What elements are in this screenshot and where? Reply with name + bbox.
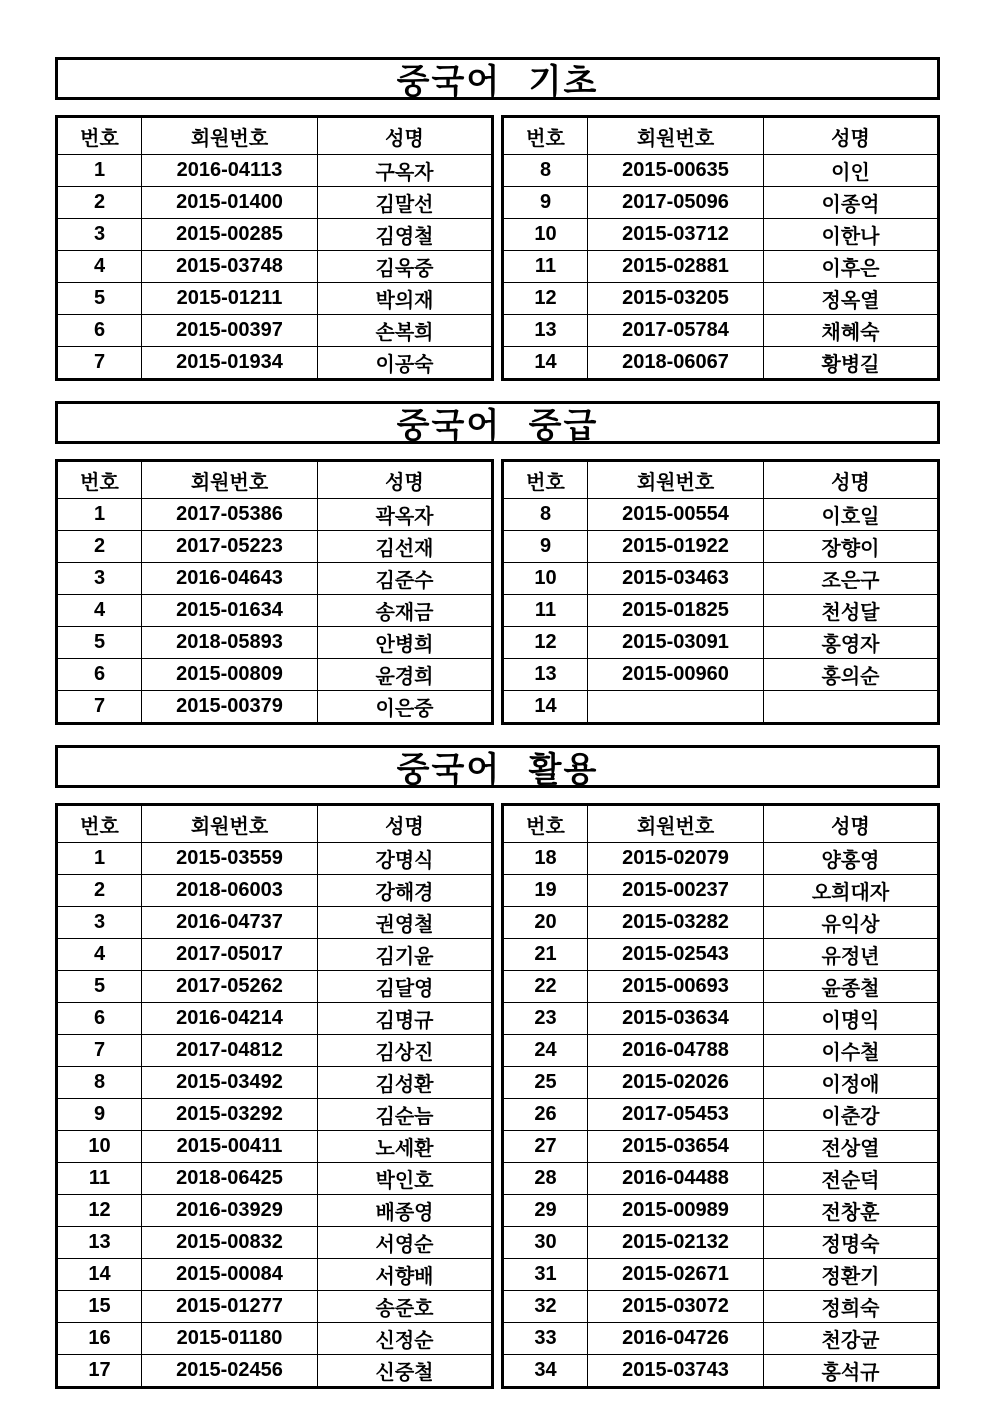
table-row	[57, 531, 493, 563]
member-name-cell: 정희숙	[764, 1291, 939, 1323]
member-name-cell: 이명익	[764, 1003, 939, 1035]
table-row	[57, 843, 493, 875]
member-id-cell: 2018-06067	[588, 347, 764, 380]
col-header-no: 번호	[57, 805, 142, 843]
table-row	[503, 659, 939, 691]
col-header-member-id: 회원번호	[588, 461, 764, 499]
member-name-cell: 장향이	[764, 531, 939, 563]
row-number-cell: 30	[503, 1227, 588, 1259]
row-number-cell: 34	[503, 1355, 588, 1388]
row-number-cell: 14	[503, 691, 588, 724]
table-row	[503, 939, 939, 971]
member-id-cell: 2016-03929	[142, 1195, 318, 1227]
member-id-cell: 2016-04737	[142, 907, 318, 939]
member-name-cell: 서영순	[318, 1227, 493, 1259]
row-number-cell: 15	[57, 1291, 142, 1323]
table-row	[57, 1131, 493, 1163]
member-id-cell: 2015-03743	[588, 1355, 764, 1388]
member-id-cell: 2015-00554	[588, 499, 764, 531]
member-id-cell: 2015-01180	[142, 1323, 318, 1355]
header-row	[57, 461, 493, 499]
col-header-member-id: 회원번호	[142, 117, 318, 155]
member-name-cell: 김준수	[318, 563, 493, 595]
row-number-cell: 12	[503, 283, 588, 315]
member-id-cell: 2016-04113	[142, 155, 318, 187]
col-header-no: 번호	[503, 117, 588, 155]
member-id-cell: 2015-03072	[588, 1291, 764, 1323]
table-row	[503, 907, 939, 939]
table-row	[57, 1355, 493, 1388]
member-name-cell: 이은중	[318, 691, 493, 724]
row-number-cell: 9	[503, 187, 588, 219]
col-header-no: 번호	[57, 461, 142, 499]
member-id-cell: 2015-00960	[588, 659, 764, 691]
member-name-cell: 곽옥자	[318, 499, 493, 531]
table-row	[57, 1323, 493, 1355]
table-row	[57, 595, 493, 627]
member-id-cell: 2015-01825	[588, 595, 764, 627]
member-name-cell: 신중철	[318, 1355, 493, 1388]
member-id-cell: 2017-04812	[142, 1035, 318, 1067]
member-id-cell: 2016-04788	[588, 1035, 764, 1067]
row-number-cell: 16	[57, 1323, 142, 1355]
row-number-cell: 25	[503, 1067, 588, 1099]
table-row	[57, 155, 493, 187]
roster-tables-row	[55, 459, 940, 725]
row-number-cell: 3	[57, 219, 142, 251]
member-name-cell: 조은구	[764, 563, 939, 595]
member-id-cell: 2017-05096	[588, 187, 764, 219]
member-name-cell: 이호일	[764, 499, 939, 531]
document-page	[55, 57, 940, 1409]
roster-table-right	[501, 459, 940, 725]
row-number-cell: 3	[57, 563, 142, 595]
member-id-cell: 2015-00237	[588, 875, 764, 907]
row-number-cell: 20	[503, 907, 588, 939]
row-number-cell: 24	[503, 1035, 588, 1067]
table-row	[57, 1227, 493, 1259]
table-row	[503, 1227, 939, 1259]
member-id-cell: 2017-05223	[142, 531, 318, 563]
table-row	[57, 187, 493, 219]
table-row	[503, 875, 939, 907]
member-id-cell: 2015-03492	[142, 1067, 318, 1099]
row-number-cell: 1	[57, 843, 142, 875]
table-row	[57, 219, 493, 251]
header-row	[57, 805, 493, 843]
member-name-cell: 오희대자	[764, 875, 939, 907]
member-id-cell: 2015-02456	[142, 1355, 318, 1388]
row-number-cell: 10	[503, 563, 588, 595]
table-row	[57, 347, 493, 380]
member-name-cell: 홍석규	[764, 1355, 939, 1388]
row-number-cell: 7	[57, 347, 142, 380]
table-row	[57, 1259, 493, 1291]
table-row	[57, 1195, 493, 1227]
member-name-cell: 이종억	[764, 187, 939, 219]
member-name-cell: 노세환	[318, 1131, 493, 1163]
table-row	[503, 315, 939, 347]
table-row	[57, 659, 493, 691]
table-row	[503, 283, 939, 315]
row-number-cell: 2	[57, 531, 142, 563]
member-id-cell: 2015-03634	[588, 1003, 764, 1035]
row-number-cell: 6	[57, 315, 142, 347]
member-id-cell: 2015-00809	[142, 659, 318, 691]
member-id-cell: 2015-00285	[142, 219, 318, 251]
table-row	[503, 1035, 939, 1067]
roster-table-right	[501, 115, 940, 381]
table-row	[503, 563, 939, 595]
col-header-no: 번호	[503, 461, 588, 499]
member-name-cell: 전창훈	[764, 1195, 939, 1227]
member-id-cell: 2015-02881	[588, 251, 764, 283]
member-id-cell: 2016-04726	[588, 1323, 764, 1355]
member-name-cell: 김기윤	[318, 939, 493, 971]
member-id-cell: 2015-01400	[142, 187, 318, 219]
col-header-member-id: 회원번호	[588, 805, 764, 843]
row-number-cell: 19	[503, 875, 588, 907]
row-number-cell: 4	[57, 939, 142, 971]
table-row	[57, 1003, 493, 1035]
table-row	[57, 499, 493, 531]
member-name-cell: 이수철	[764, 1035, 939, 1067]
member-name-cell: 윤경희	[318, 659, 493, 691]
roster-table-left	[55, 115, 494, 381]
col-header-name: 성명	[318, 117, 493, 155]
row-number-cell: 14	[57, 1259, 142, 1291]
row-number-cell: 3	[57, 907, 142, 939]
member-name-cell: 배종영	[318, 1195, 493, 1227]
member-name-cell: 김순늠	[318, 1099, 493, 1131]
member-id-cell	[588, 691, 764, 724]
member-id-cell: 2015-02671	[588, 1259, 764, 1291]
table-row	[503, 251, 939, 283]
header-row	[503, 805, 939, 843]
row-number-cell: 23	[503, 1003, 588, 1035]
table-row	[503, 187, 939, 219]
table-row	[57, 875, 493, 907]
member-id-cell: 2015-03091	[588, 627, 764, 659]
row-number-cell: 6	[57, 1003, 142, 1035]
table-row	[503, 347, 939, 380]
member-id-cell: 2015-00379	[142, 691, 318, 724]
member-name-cell: 김달영	[318, 971, 493, 1003]
row-number-cell: 1	[57, 155, 142, 187]
member-name-cell: 이인	[764, 155, 939, 187]
table-row	[57, 1291, 493, 1323]
col-header-name: 성명	[318, 805, 493, 843]
member-id-cell: 2017-05386	[142, 499, 318, 531]
roster-tables-row	[55, 803, 940, 1389]
member-name-cell: 강명식	[318, 843, 493, 875]
member-name-cell: 양홍영	[764, 843, 939, 875]
table-row	[57, 563, 493, 595]
table-row	[57, 1035, 493, 1067]
member-name-cell: 구옥자	[318, 155, 493, 187]
member-name-cell: 이한나	[764, 219, 939, 251]
member-name-cell: 황병길	[764, 347, 939, 380]
row-number-cell: 32	[503, 1291, 588, 1323]
row-number-cell: 11	[57, 1163, 142, 1195]
member-id-cell: 2015-01211	[142, 283, 318, 315]
member-id-cell: 2015-00411	[142, 1131, 318, 1163]
member-name-cell: 정옥열	[764, 283, 939, 315]
member-name-cell: 이춘강	[764, 1099, 939, 1131]
col-header-no: 번호	[57, 117, 142, 155]
member-id-cell: 2017-05453	[588, 1099, 764, 1131]
table-row	[503, 1099, 939, 1131]
col-header-no: 번호	[503, 805, 588, 843]
row-number-cell: 2	[57, 187, 142, 219]
row-number-cell: 31	[503, 1259, 588, 1291]
member-name-cell: 안병희	[318, 627, 493, 659]
table-row	[503, 1003, 939, 1035]
row-number-cell: 21	[503, 939, 588, 971]
member-name-cell: 송준호	[318, 1291, 493, 1323]
row-number-cell: 8	[503, 155, 588, 187]
member-name-cell: 김말선	[318, 187, 493, 219]
member-id-cell: 2015-00832	[142, 1227, 318, 1259]
table-row	[57, 907, 493, 939]
member-name-cell: 천강균	[764, 1323, 939, 1355]
table-row	[57, 691, 493, 724]
member-name-cell: 신정순	[318, 1323, 493, 1355]
member-name-cell: 채혜숙	[764, 315, 939, 347]
member-id-cell: 2017-05784	[588, 315, 764, 347]
member-name-cell: 김선재	[318, 531, 493, 563]
roster-tables-row	[55, 115, 940, 381]
member-id-cell: 2015-01922	[588, 531, 764, 563]
member-name-cell: 송재금	[318, 595, 493, 627]
table-row	[57, 1099, 493, 1131]
course-section-3	[55, 745, 940, 1389]
member-id-cell: 2015-02079	[588, 843, 764, 875]
row-number-cell: 33	[503, 1323, 588, 1355]
col-header-name: 성명	[318, 461, 493, 499]
row-number-cell: 18	[503, 843, 588, 875]
member-id-cell: 2017-05017	[142, 939, 318, 971]
col-header-member-id: 회원번호	[142, 805, 318, 843]
member-name-cell: 김영철	[318, 219, 493, 251]
table-row	[503, 595, 939, 627]
member-id-cell: 2015-03559	[142, 843, 318, 875]
table-row	[57, 971, 493, 1003]
member-id-cell: 2018-06425	[142, 1163, 318, 1195]
member-name-cell: 서향배	[318, 1259, 493, 1291]
member-id-cell: 2015-02132	[588, 1227, 764, 1259]
table-row	[503, 531, 939, 563]
member-id-cell: 2018-06003	[142, 875, 318, 907]
row-number-cell: 8	[57, 1067, 142, 1099]
member-id-cell: 2015-00084	[142, 1259, 318, 1291]
member-id-cell: 2015-00635	[588, 155, 764, 187]
member-name-cell: 전순덕	[764, 1163, 939, 1195]
member-name-cell: 박인호	[318, 1163, 493, 1195]
row-number-cell: 5	[57, 627, 142, 659]
member-name-cell: 권영철	[318, 907, 493, 939]
header-row	[503, 461, 939, 499]
row-number-cell: 17	[57, 1355, 142, 1388]
table-row	[503, 1131, 939, 1163]
member-id-cell: 2015-03712	[588, 219, 764, 251]
col-header-member-id: 회원번호	[588, 117, 764, 155]
roster-table-right	[501, 803, 940, 1389]
section-title: 중국어 기초	[55, 57, 940, 100]
header-row	[57, 117, 493, 155]
member-name-cell: 박의재	[318, 283, 493, 315]
member-id-cell: 2015-01634	[142, 595, 318, 627]
member-name-cell: 이후은	[764, 251, 939, 283]
col-header-name: 성명	[764, 117, 939, 155]
roster-table-left	[55, 459, 494, 725]
roster-table-left	[55, 803, 494, 1389]
table-row	[503, 971, 939, 1003]
member-id-cell: 2015-02026	[588, 1067, 764, 1099]
row-number-cell: 4	[57, 251, 142, 283]
member-name-cell: 김성환	[318, 1067, 493, 1099]
row-number-cell: 14	[503, 347, 588, 380]
table-row	[503, 1355, 939, 1388]
member-id-cell: 2015-03292	[142, 1099, 318, 1131]
row-number-cell: 7	[57, 691, 142, 724]
member-id-cell: 2015-03748	[142, 251, 318, 283]
member-name-cell: 홍영자	[764, 627, 939, 659]
header-row	[503, 117, 939, 155]
col-header-name: 성명	[764, 805, 939, 843]
course-section-2	[55, 401, 940, 725]
row-number-cell: 6	[57, 659, 142, 691]
table-row	[503, 155, 939, 187]
member-id-cell: 2015-02543	[588, 939, 764, 971]
member-id-cell: 2018-05893	[142, 627, 318, 659]
member-id-cell: 2015-00693	[588, 971, 764, 1003]
col-header-member-id: 회원번호	[142, 461, 318, 499]
member-id-cell: 2015-00989	[588, 1195, 764, 1227]
row-number-cell: 12	[57, 1195, 142, 1227]
member-name-cell: 유정년	[764, 939, 939, 971]
member-name-cell: 홍의순	[764, 659, 939, 691]
section-title: 중국어 중급	[55, 401, 940, 444]
member-id-cell: 2015-03205	[588, 283, 764, 315]
member-name-cell: 유익상	[764, 907, 939, 939]
table-row	[57, 251, 493, 283]
row-number-cell: 9	[57, 1099, 142, 1131]
table-row	[503, 627, 939, 659]
col-header-name: 성명	[764, 461, 939, 499]
row-number-cell: 13	[57, 1227, 142, 1259]
table-row	[503, 691, 939, 724]
member-name-cell: 김상진	[318, 1035, 493, 1067]
member-name-cell: 김명규	[318, 1003, 493, 1035]
member-name-cell: 정명숙	[764, 1227, 939, 1259]
row-number-cell: 27	[503, 1131, 588, 1163]
table-row	[57, 283, 493, 315]
member-name-cell: 천성달	[764, 595, 939, 627]
table-row	[503, 219, 939, 251]
row-number-cell: 12	[503, 627, 588, 659]
row-number-cell: 11	[503, 251, 588, 283]
row-number-cell: 28	[503, 1163, 588, 1195]
row-number-cell: 10	[503, 219, 588, 251]
table-row	[57, 1067, 493, 1099]
table-row	[503, 499, 939, 531]
table-row	[503, 1163, 939, 1195]
row-number-cell: 13	[503, 315, 588, 347]
table-row	[503, 1195, 939, 1227]
row-number-cell: 10	[57, 1131, 142, 1163]
member-name-cell: 윤종철	[764, 971, 939, 1003]
member-name-cell	[764, 691, 939, 724]
course-section-1	[55, 57, 940, 381]
member-name-cell: 강해경	[318, 875, 493, 907]
member-name-cell: 이정애	[764, 1067, 939, 1099]
row-number-cell: 7	[57, 1035, 142, 1067]
row-number-cell: 1	[57, 499, 142, 531]
row-number-cell: 11	[503, 595, 588, 627]
table-row	[57, 1163, 493, 1195]
row-number-cell: 26	[503, 1099, 588, 1131]
member-id-cell: 2015-00397	[142, 315, 318, 347]
table-row	[503, 1323, 939, 1355]
row-number-cell: 9	[503, 531, 588, 563]
member-id-cell: 2015-03282	[588, 907, 764, 939]
row-number-cell: 5	[57, 971, 142, 1003]
member-id-cell: 2015-01277	[142, 1291, 318, 1323]
row-number-cell: 2	[57, 875, 142, 907]
row-number-cell: 4	[57, 595, 142, 627]
member-id-cell: 2015-03463	[588, 563, 764, 595]
member-name-cell: 이공숙	[318, 347, 493, 380]
table-row	[503, 1259, 939, 1291]
table-row	[503, 1291, 939, 1323]
row-number-cell: 8	[503, 499, 588, 531]
member-id-cell: 2016-04488	[588, 1163, 764, 1195]
row-number-cell: 13	[503, 659, 588, 691]
member-id-cell: 2017-05262	[142, 971, 318, 1003]
table-row	[57, 939, 493, 971]
row-number-cell: 29	[503, 1195, 588, 1227]
row-number-cell: 5	[57, 283, 142, 315]
table-row	[503, 843, 939, 875]
row-number-cell: 22	[503, 971, 588, 1003]
table-row	[57, 315, 493, 347]
member-name-cell: 정환기	[764, 1259, 939, 1291]
member-name-cell: 전상열	[764, 1131, 939, 1163]
table-row	[57, 627, 493, 659]
member-id-cell: 2015-01934	[142, 347, 318, 380]
member-id-cell: 2015-03654	[588, 1131, 764, 1163]
table-row	[503, 1067, 939, 1099]
member-id-cell: 2016-04643	[142, 563, 318, 595]
member-name-cell: 김욱중	[318, 251, 493, 283]
member-id-cell: 2016-04214	[142, 1003, 318, 1035]
member-name-cell: 손복희	[318, 315, 493, 347]
section-title: 중국어 활용	[55, 745, 940, 788]
